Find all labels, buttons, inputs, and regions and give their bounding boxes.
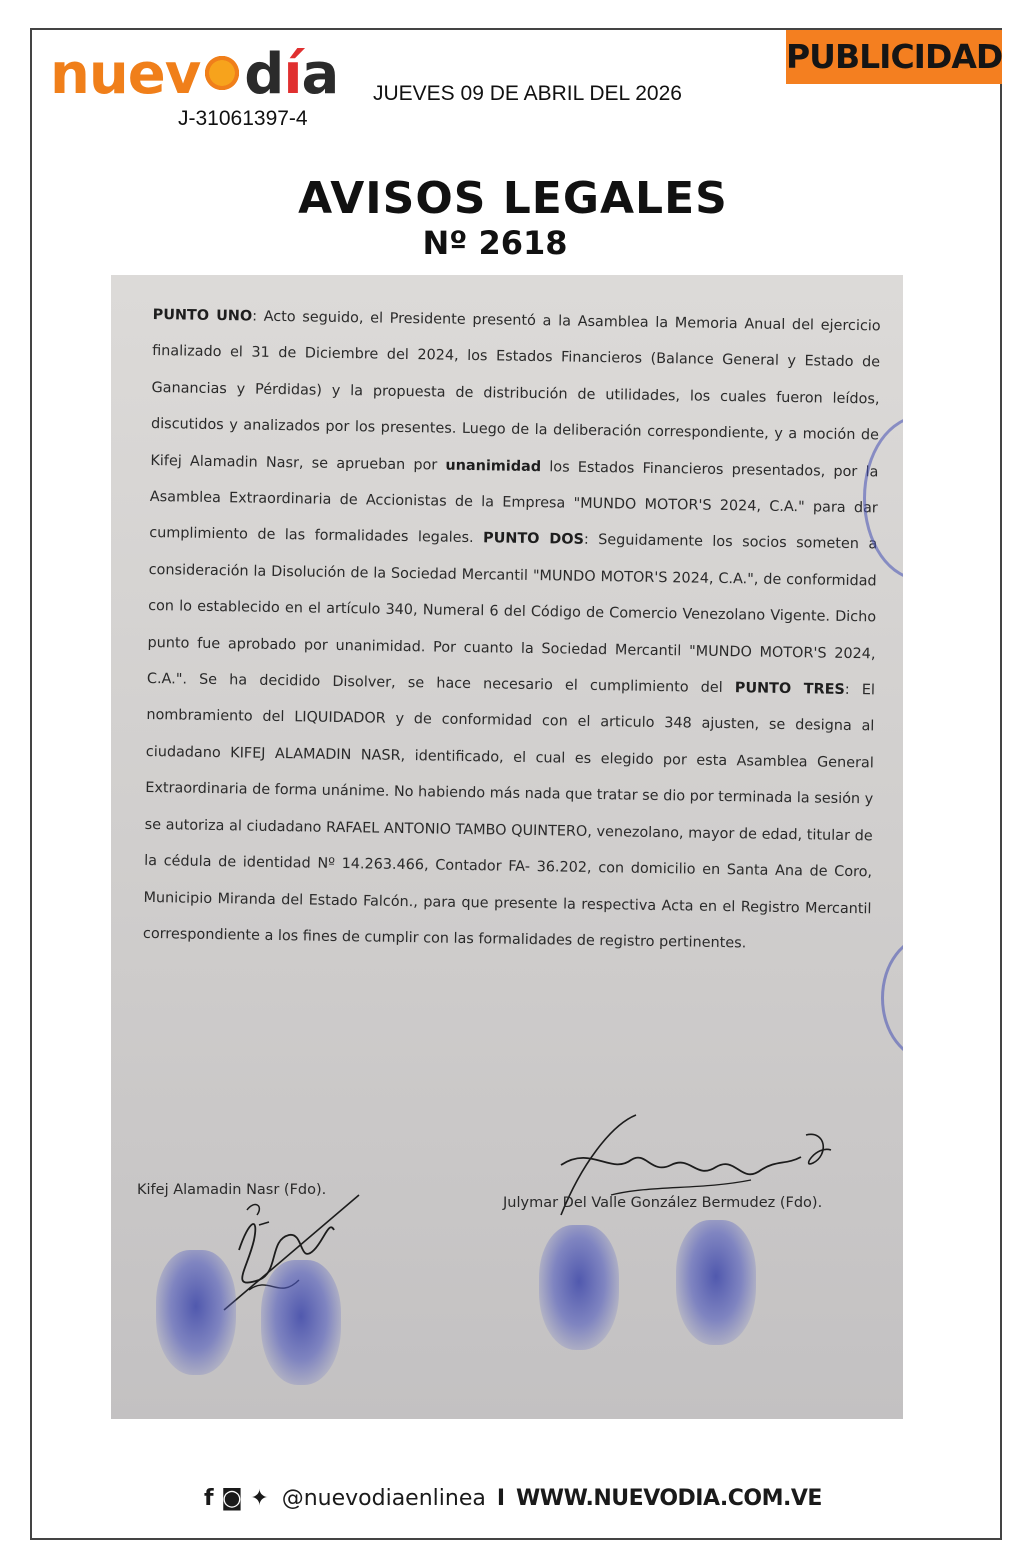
footer-separator: I [496, 1486, 506, 1511]
tax-id: J-31061397-4 [178, 107, 308, 130]
punto-uno-label: PUNTO UNO [152, 306, 253, 325]
punto-uno-text-2: los Estados Financieros presentados, por la Asamblea Extraordinaria de Accionistas de la Empresa "MUNDO MOTOR'S 2024, C.A." para dar cumplimiento de las formalidades legales. [149, 458, 879, 547]
punto-dos-text: : Seguidamente los socios someten a consideración la Disolución de la Sociedad Mercantil "MUNDO MOTOR'S 2024, C.A.", de conformidad con lo establecido en el artículo 340, Numeral 6 del Código de Comercio Venezolano Vigente. Dicho punto fue aprobado por unanimidad. Por cuanto la Sociedad Mercantil "MUNDO MOTOR'S 2024, C.A.". Se ha decidido Disolver, se hace necesario el cumplimiento del [146, 532, 878, 697]
punto-dos-label: PUNTO DOS [482, 530, 585, 549]
scanned-document [111, 275, 903, 1419]
punto-tres-label: PUNTO TRES [734, 680, 845, 698]
signer-name-1: Kifej Alamadin Nasr (Fdo). [137, 1182, 327, 1198]
punto-tres-text: : El nombramiento del LIQUIDADOR y de conformidad con el articulo 348 ajusten, se designa al ciudadano KIFEJ ALAMADIN NASR, identificado, el cual es elegido por esta Asamblea General Extraordinaria de forma unánime. No habiendo más nada que tratar se dio por terminada la sesión y se autoriza al ciudadano RAFAEL ANTONIO TAMBO QUINTERO, venezolano, mayor de edad, titular de la cédula de identidad Nº 14.263.466, Contador FA- 36.202, con domicilio en Santa Ana de Coro, Municipio Miranda del Estado Falcón., para que presente la respectiva Acta en el Registro Mercantil correspondiente a los fines de cumplir con las formalidades de registro pertinentes. [142, 681, 876, 952]
logo-text-part1: nuev [50, 42, 201, 107]
fingerprint-3 [539, 1225, 619, 1350]
bleed-through-text [151, 989, 891, 1037]
publication-date: JUEVES 09 DE ABRIL DEL 2026 [373, 82, 682, 105]
fingerprint-2 [261, 1260, 341, 1385]
social-media-icons: f ◙ ✦ [204, 1486, 269, 1511]
document-body [143, 297, 881, 964]
company-stamp-2 [881, 935, 903, 1061]
unanimidad-bold: unanimidad [445, 457, 542, 475]
logo-text-part3: a [301, 42, 339, 107]
logo-i: í [283, 42, 302, 107]
sun-icon [202, 53, 242, 93]
newspaper-logo [50, 44, 338, 106]
section-badge: PUBLICIDAD [786, 30, 1002, 84]
notice-number: Nº 2618 [422, 224, 568, 262]
website-link[interactable]: WWW.NUEVODIA.COM.VE [516, 1486, 822, 1511]
fingerprint-1 [156, 1250, 236, 1375]
punto-uno-text: : Acto seguido, el Presidente presentó a la Asamblea la Memoria Anual del ejercicio finalizado el 31 de Diciembre del 2024, los Estados Financieros (Balance General y Estado de Ganancias y Pérdidas) y la propuesta de distribución de utilidades, los cuales fueron leídos, discutidos y analizados por los presentes. Luego de la deliberación correspondiente, y a moción de Kifej Alamadin Nasr, se aprueban por [150, 308, 881, 474]
social-handle: @nuevodiaenlinea [281, 1486, 486, 1511]
signer-name-2: Julymar Del Valle González Bermudez (Fdo). [503, 1195, 823, 1211]
page-title: AVISOS LEGALES [298, 173, 728, 224]
page-footer [0, 1486, 1026, 1511]
logo-text-part2: d [244, 42, 284, 107]
fingerprint-4 [676, 1220, 756, 1345]
